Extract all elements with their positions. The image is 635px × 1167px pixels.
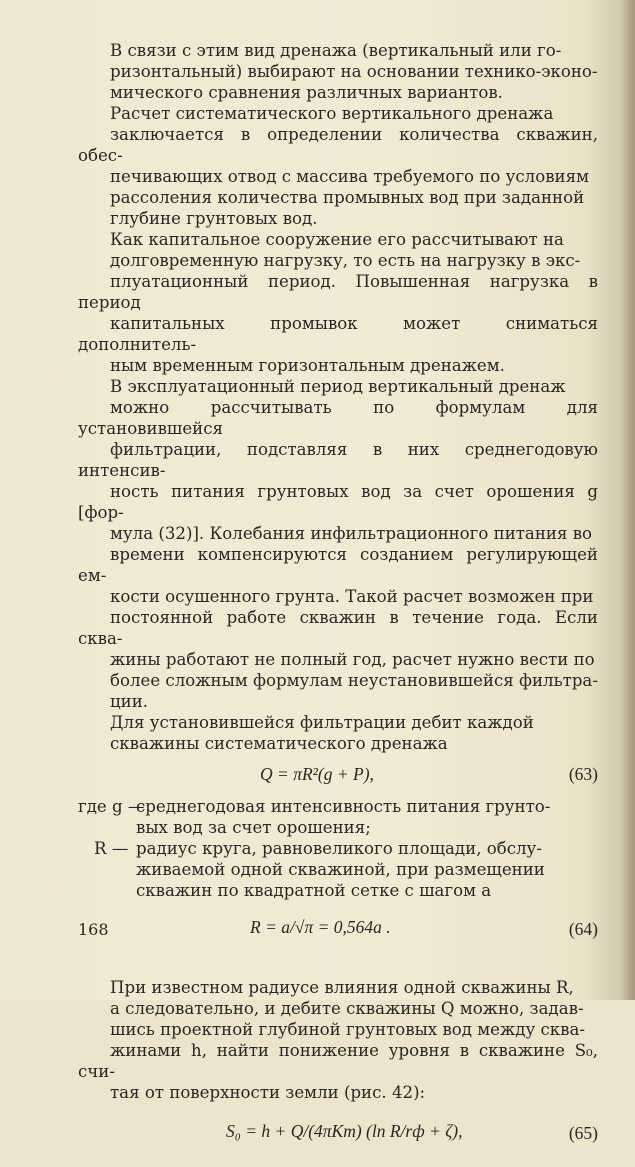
text-line: Для установившейся фильтрации дебит каждой (110, 713, 534, 732)
text-line: заключается в определении количества скважин, обес- (78, 125, 598, 165)
text-line: шись проектной глубиной грунтовых вод между сква- (110, 1020, 586, 1039)
text-line: радиус круга, равновеликого площади, обслу- (136, 839, 542, 858)
text-line: скважин по квадратной сетке с шагом a (136, 881, 492, 900)
text-line: В эксплуатационный период вертикальный дренаж (110, 377, 566, 396)
text-line: кости осушенного грунта. Такой расчет возможен при (110, 587, 594, 606)
definition-r (94, 838, 598, 901)
text-line: ризонтальный) выбирают на основании технико-эконо- (110, 62, 598, 81)
text-line: Расчет систематического вертикального дренажа (110, 104, 554, 123)
paragraph-1 (78, 40, 598, 103)
paragraph-4 (78, 376, 598, 712)
paragraph-2 (78, 103, 598, 229)
text-line: а следовательно, и дебите скважины Q можно, задав- (110, 999, 584, 1018)
text-line: постоянной работе скважин в течение года. Если сква- (78, 608, 598, 648)
paragraph-3 (78, 229, 598, 376)
formula-65 (78, 1109, 598, 1161)
text-line: среднегодовая интенсивность питания грунто- (136, 797, 551, 816)
page-edge-shadow (621, 0, 635, 1000)
text-line: времени компенсируются созданием регулирующей ем- (78, 545, 598, 585)
text-line: жинами h, найти понижение уровня в скважине S₀, счи- (78, 1041, 598, 1081)
paragraph-6 (78, 977, 598, 1103)
text-line: рассоления количества промывных вод при заданной (110, 188, 585, 207)
definition-g (78, 796, 598, 838)
formula-64 (78, 907, 598, 953)
formula-65-number: (65) (568, 1123, 598, 1143)
formula-64-expression: R = a/√π = 0,564a . (250, 917, 391, 937)
text-line: глубине грунтовых вод. (110, 209, 318, 228)
text-line: вых вод за счет орошения; (136, 818, 371, 837)
text-line: жины работают не полный год, расчет нужно вести по (110, 650, 595, 669)
text-line: тая от поверхности земли (рис. 42): (110, 1083, 426, 1102)
formula-63 (78, 760, 598, 790)
text-line: скважины систематического дренажа (110, 734, 448, 753)
text-line: При известном радиусе влияния одной скважины R, (110, 978, 574, 997)
text-line: более сложным формулам неустановившейся фильтра- (110, 671, 598, 690)
text-line: В связи с этим вид дренажа (вертикальный или го- (110, 41, 562, 60)
text-line: капитальных промывок может сниматься дополнитель- (78, 314, 598, 354)
paragraph-5 (78, 712, 598, 754)
page-number: 168 (78, 920, 109, 939)
spacer (78, 959, 598, 977)
text-line: мического сравнения различных вариантов. (110, 83, 503, 102)
text-line: долговременную нагрузку, то есть на нагрузку в экс- (110, 251, 581, 270)
definition-r-lead: R — (94, 839, 129, 858)
text-line: мула (32)]. Колебания инфильтрационного питания во (110, 524, 593, 543)
text-line: живаемой одной скважиной, при размещении (136, 860, 545, 879)
text-line: ции. (110, 692, 149, 711)
formula-65-expression: S₀ = h + Q/(4πKm) (ln R/rф + ζ), (226, 1121, 463, 1141)
formula-64-number: (64) (568, 919, 598, 939)
text-line: Как капитальное сооружение его рассчитывают на (110, 230, 564, 249)
formula-63-number: (63) (568, 764, 598, 784)
text-line: плуатационный период. Повышенная нагрузка в период (78, 272, 598, 312)
text-line: ность питания грунтовых вод за счет орошения g [фор- (78, 482, 598, 522)
text-line: печивающих отвод с массива требуемого по условиям (110, 167, 589, 186)
page-text (78, 40, 598, 1167)
formula-63-expression: Q = πR²(g + P), (260, 764, 374, 784)
text-line: фильтрации, подставляя в них среднегодовую интенсив- (78, 440, 598, 480)
text-line: ным временным горизонтальным дренажем. (110, 356, 505, 375)
text-line: можно рассчитывать по формулам для установившейся (78, 398, 598, 438)
definition-g-lead: где g — (78, 797, 145, 816)
